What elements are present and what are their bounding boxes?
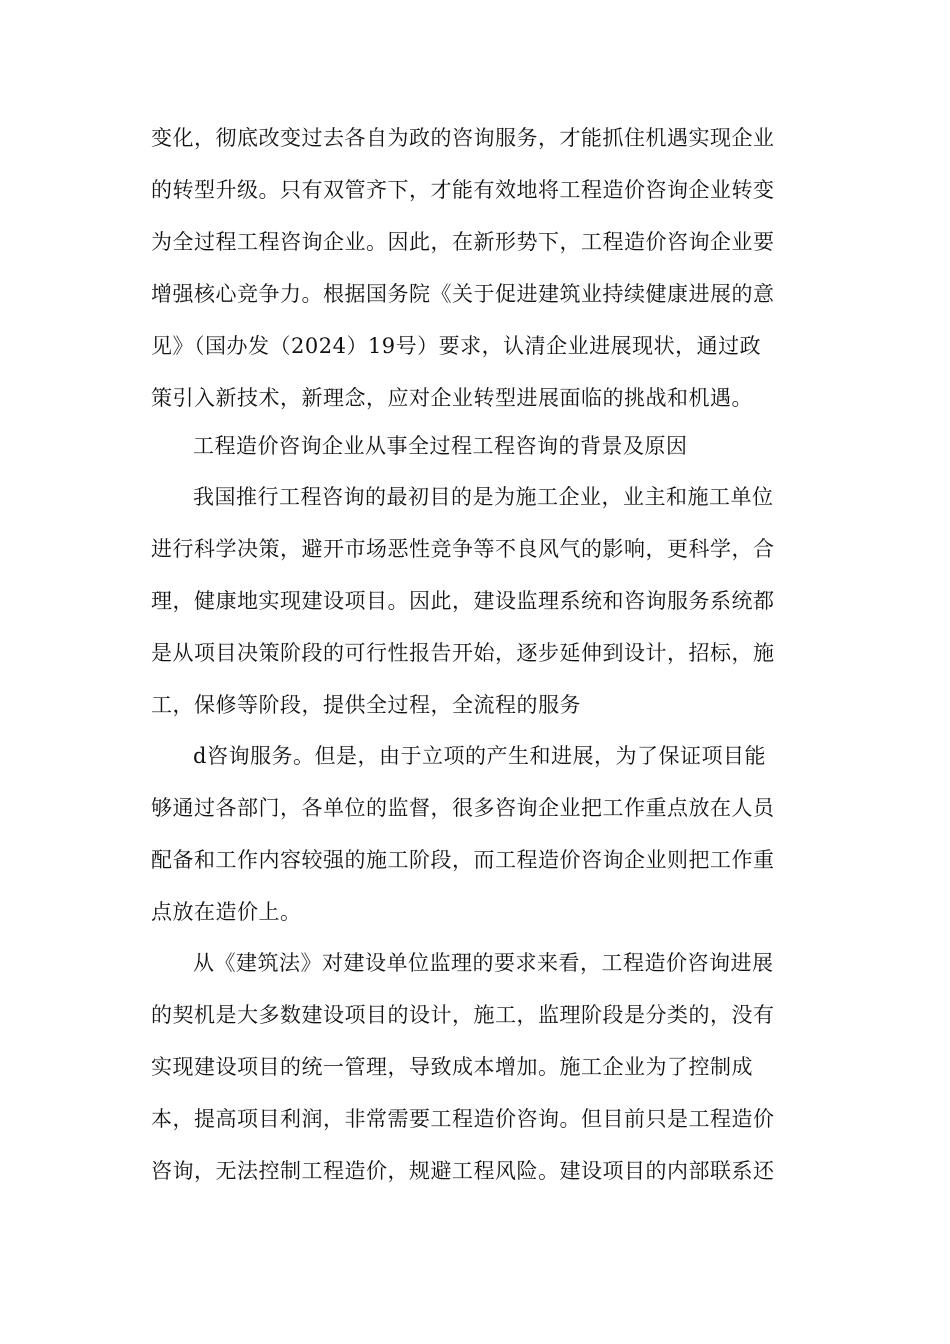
paragraph-line: 是从项目决策阶段的可行性报告开始，逐步延伸到设计，招标，施	[151, 641, 775, 665]
paragraph-line: 我国推行工程咨询的最初目的是为施工企业，业主和施工单位	[193, 485, 774, 509]
section-heading: 工程造价咨询企业从事全过程工程咨询的背景及原因	[193, 434, 688, 458]
paragraph-line: 咨询，无法控制工程造价，规避工程风险。建设项目的内部联系还	[151, 1159, 775, 1183]
paragraph-line: 理，健康地实现建设项目。因此，建设监理系统和咨询服务系统都	[151, 589, 775, 613]
paragraph-line: 的转型升级。只有双管齐下，才能有效地将工程造价咨询企业转变	[151, 178, 775, 202]
paragraph-line: 从《建筑法》对建设单位监理的要求来看，工程造价咨询进展	[193, 951, 774, 975]
paragraph-line: 策引入新技术，新理念，应对企业转型进展面临的挑战和机遇。	[151, 386, 753, 410]
paragraph-line: 配备和工作内容较强的施工阶段，而工程造价咨询企业则把工作重	[151, 848, 775, 872]
paragraph-line: 的契机是大多数建设项目的设计，施工，监理阶段是分类的，没有	[151, 1003, 775, 1027]
paragraph-line: 工，保修等阶段，提供全过程，全流程的服务	[151, 693, 581, 717]
paragraph-line: 本，提高项目利润，非常需要工程造价咨询。但目前只是工程造价	[151, 1107, 775, 1131]
paragraph-line: 实现建设项目的统一管理，导致成本增加。施工企业为了控制成	[151, 1055, 753, 1079]
paragraph-line: 够通过各部门，各单位的监督，很多咨询企业把工作重点放在人员	[151, 796, 775, 820]
paragraph-line: d咨询服务。但是，由于立项的产生和进展，为了保证项目能	[193, 744, 766, 768]
paragraph-line: 见》（国办发（2024）19号）要求，认清企业进展现状，通过政	[151, 334, 762, 358]
paragraph-line: 为全过程工程咨询企业。因此，在新形势下，工程造价咨询企业要	[151, 230, 775, 254]
paragraph-line: 变化，彻底改变过去各自为政的咨询服务，才能抓住机遇实现企业	[151, 126, 775, 150]
paragraph-line: 点放在造价上。	[151, 900, 302, 924]
paragraph-line: 进行科学决策，避开市场恶性竞争等不良风气的影响，更科学，合	[151, 537, 775, 561]
paragraph-line: 增强核心竞争力。根据国务院《关于促进建筑业持续健康进展的意	[151, 282, 775, 306]
